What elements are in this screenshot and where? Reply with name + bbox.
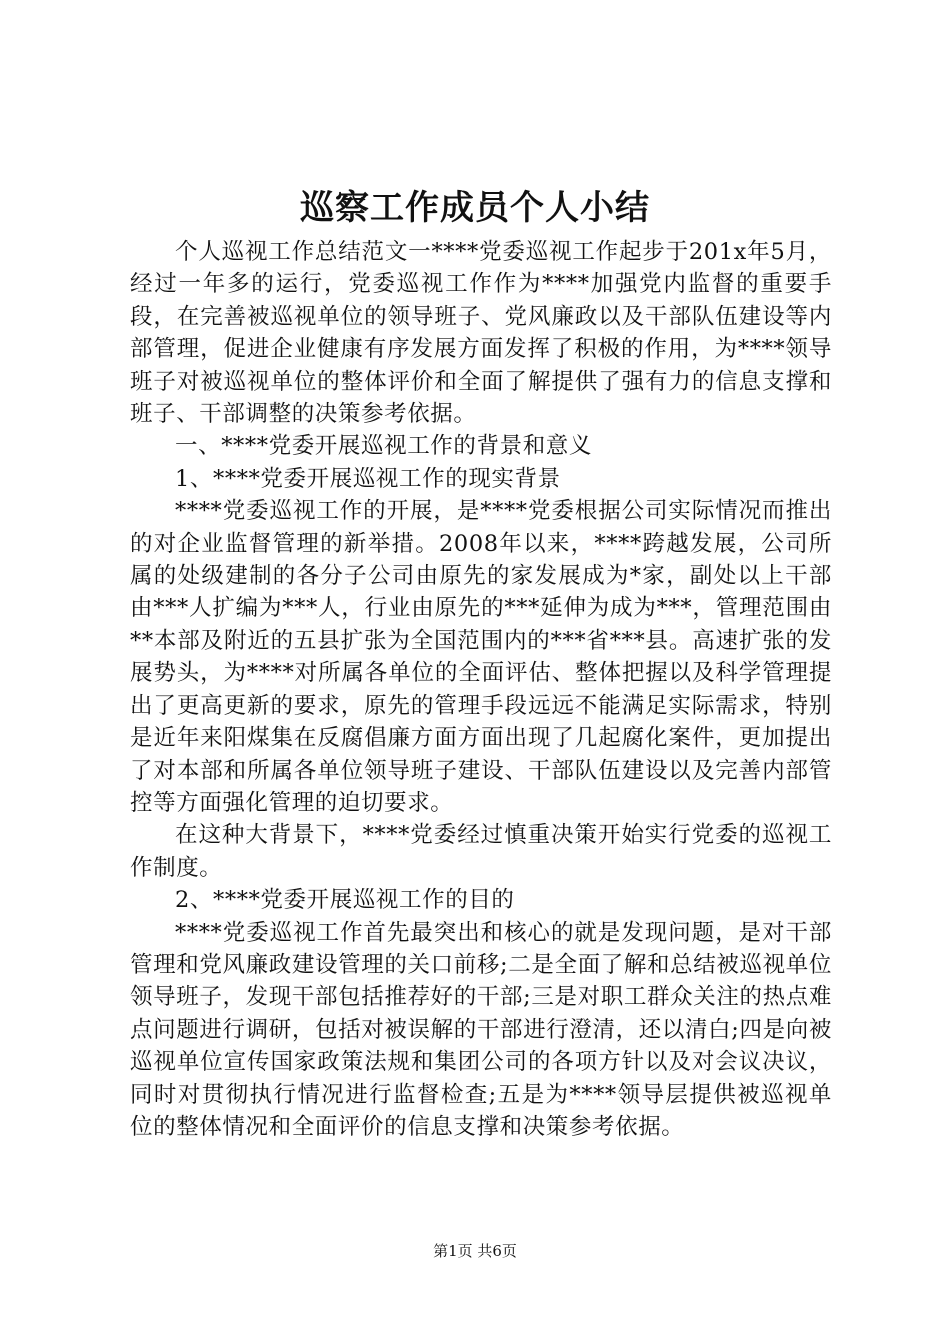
document-body xyxy=(130,236,832,1143)
subsection-heading-1: 1、****党委开展巡视工作的现实背景 xyxy=(175,465,561,492)
subsection-heading-2: 2、****党委开展巡视工作的目的 xyxy=(175,887,515,914)
page-footer: 第1页 共6页 xyxy=(433,1242,517,1260)
paragraph-intro: 个人巡视工作总结范文一****党委巡视工作起步于201x年5月，经过一年多的运行，党委巡视工作作为****加强党内监督的重要手段，在完善被巡视单位的领导班子、党风廉政以及干部队伍建设等内部管理，促进企业健康有序发展方面发挥了积极的作用，为****领导班子对被巡视单位的整体评价和全面了解提供了强有力的信息支撑和班子、干部调整的决策参考依据。 xyxy=(130,239,832,428)
paragraph-background: ****党委巡视工作的开展，是****党委根据公司实际情况而推出的对企业监督管理的新举措。2008年以来，****跨越发展，公司所属的处级建制的各分子公司由原先的家发展成为*家，副处以上干部由***人扩编为***人，行业由原先的***延伸为成为***，管理范围由**本部及附近的五县扩张为全国范围内的***省***县。高速扩张的发展势头，为****对所属各单位的全面评估、整体把握以及科学管理提出了更高更新的要求，原先的管理手段远远不能满足实际需求，特别是近年来阳煤集在反腐倡廉方面方面出现了几起腐化案件，更加提出了对本部和所属各单位领导班子建设、干部队伍建设以及完善内部管控等方面强化管理的迫切要求。 xyxy=(130,498,832,816)
section-heading-1: 一、****党委开展巡视工作的背景和意义 xyxy=(175,433,593,460)
paragraph-decision: 在这种大背景下，****党委经过慎重决策开始实行党委的巡视工作制度。 xyxy=(130,822,832,881)
paragraph-purpose: ****党委巡视工作首先最突出和核心的就是发现问题，是对干部管理和党风廉政建设管理的关口前移;二是全面了解和总结被巡视单位领导班子，发现干部包括推荐好的干部;三是对职工群众关注的热点难点问题进行调研，包括对被误解的干部进行澄清，还以清白;四是向被巡视单位宣传国家政策法规和集团公司的各项方针以及对会议决议，同时对贯彻执行情况进行监督检查;五是为****领导层提供被巡视单位的整体情况和全面评价的信息支撑和决策参考依据。 xyxy=(130,919,832,1140)
page-title: 巡察工作成员个人小结 xyxy=(300,188,650,228)
